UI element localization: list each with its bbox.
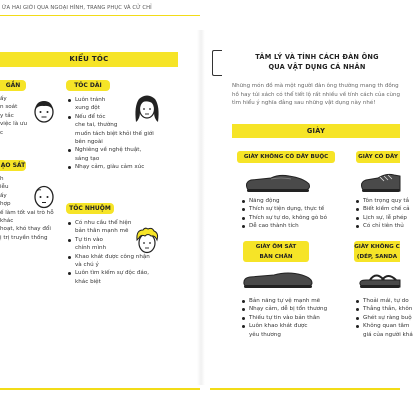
bullet-icon xyxy=(242,200,245,203)
list-item xyxy=(242,197,342,205)
tight-list xyxy=(242,297,352,339)
list-item-text: Luôn tìm kiếm sự độc đáo, xyxy=(75,270,149,277)
footer-rule-left xyxy=(0,388,200,390)
header-rule xyxy=(0,15,200,16)
loafer-shoe-icon xyxy=(243,170,313,194)
bullet-icon xyxy=(68,99,71,102)
list-item-text: Nếu để tóc xyxy=(75,113,106,120)
list-item xyxy=(356,305,413,313)
list-item-text: bản thân mạnh mẽ xyxy=(75,228,129,235)
laced-shoe-icon xyxy=(358,170,400,194)
sandal-list xyxy=(356,297,413,339)
dyed-hair-tag: TÓC NHUỘM xyxy=(66,203,114,214)
list-item-text: Thẳng thắn, khôn xyxy=(363,306,413,313)
list-item-text: Có nhu cầu thể hiện xyxy=(75,220,132,226)
bullet-icon xyxy=(356,308,359,311)
tight-shoes-tag xyxy=(243,241,309,262)
bullet-icon xyxy=(356,317,359,320)
bullet-icon xyxy=(242,225,245,228)
list-item-text: yêu thương xyxy=(249,331,281,338)
title-bracket xyxy=(212,50,222,76)
list-item xyxy=(68,138,166,146)
list-item-text: bên ngoài xyxy=(75,139,103,146)
list-item xyxy=(356,197,410,205)
bullet-icon xyxy=(356,200,359,203)
shoes-section-bar: GIÀY xyxy=(232,124,400,138)
bullet-icon xyxy=(356,325,359,328)
list-item xyxy=(356,314,412,322)
bullet-icon xyxy=(68,272,71,275)
tight-shoe-icon xyxy=(240,268,316,290)
bullet-icon xyxy=(68,166,71,169)
list-item-text: Thiếu tự tin vào bản thân xyxy=(249,314,320,321)
long-hair-tag: TÓC DÀI xyxy=(66,80,110,91)
bullet-icon xyxy=(68,116,71,119)
list-item-text: Thoải mái, tự do xyxy=(363,298,409,304)
list-item xyxy=(68,146,166,154)
bullet-icon xyxy=(68,239,71,242)
list-item-text: và chú ý xyxy=(75,262,99,269)
list-item xyxy=(242,314,352,322)
list-item xyxy=(242,331,352,339)
tight-shoes-tag-line1: GIÀY ÔM SÁT xyxy=(255,244,297,250)
list-item xyxy=(242,214,342,222)
list-item xyxy=(242,222,342,230)
hairstyle-title: KIỂU TÓC xyxy=(0,52,178,67)
list-item: ế làm tốt vai trò hỗ xyxy=(0,209,54,216)
list-item xyxy=(356,331,413,339)
laced-list xyxy=(356,197,410,231)
short-hair-face-icon xyxy=(32,98,56,124)
list-item xyxy=(68,261,166,269)
running-header: ỮA HAI GIỚI QUA NGOẠI HÌNH, TRANG PHỤC VÀ CỬ CHỈ xyxy=(2,5,152,11)
sandal-tag-line1: GIÀY KHÔNG C xyxy=(354,244,400,250)
page-gutter xyxy=(197,30,205,385)
bullet-icon xyxy=(356,217,359,220)
list-item-text: khác biệt xyxy=(75,278,101,285)
bullet-icon xyxy=(356,225,359,228)
list-item: hợp xyxy=(0,201,11,208)
footer-rule-right xyxy=(210,388,400,390)
list-item-text: Tôn trọng quy tắ xyxy=(363,198,410,204)
bald-face-icon xyxy=(32,183,56,209)
list-item: khác xyxy=(0,218,14,225)
page-header xyxy=(0,0,400,26)
bullet-icon xyxy=(68,222,71,225)
list-item-text: Năng động xyxy=(249,198,280,204)
list-item xyxy=(356,297,409,305)
bullet-icon xyxy=(68,149,71,152)
list-item: c xyxy=(0,129,4,136)
sandal-tag-line2: (DÉP, SANDA xyxy=(356,254,398,260)
long-hair-face-icon xyxy=(133,92,161,126)
bullet-icon xyxy=(242,300,245,303)
list-item-text: Nhạy cảm, dễ bị tổn thương xyxy=(249,306,328,313)
bald-tag: ẠO SÁT xyxy=(0,162,26,169)
intro-paragraph: Những món đồ mà một người đàn ông thường mang th đồng hồ hay túi xách có thể tiết lộ rất nhiều về tính cách của cùng tìm hiểu ý nghĩa đằng sau những vật dụng này nhé! xyxy=(232,83,400,107)
list-item xyxy=(242,322,352,330)
list-item xyxy=(68,130,166,138)
list-item-text: Thích sự tự do, không gò bó xyxy=(249,214,328,221)
list-item: ị trị truyền thống xyxy=(0,234,48,241)
list-item xyxy=(242,297,352,305)
list-item xyxy=(242,305,352,313)
right-title-line1: TÂM LÝ VÀ TÍNH CÁCH ĐÀN ÔNG xyxy=(255,53,379,61)
list-item-text: Luôn khao khát được xyxy=(249,323,308,330)
short-hair-tag: GẮN xyxy=(0,80,26,91)
list-item-text: Luôn tránh xyxy=(75,97,106,103)
list-item xyxy=(356,214,407,222)
list-item-text: Dễ cao thành tích xyxy=(249,223,299,230)
bullet-icon xyxy=(68,256,71,259)
list-item xyxy=(68,269,166,277)
list-item-text: Lịch sự, lễ phép xyxy=(363,214,407,221)
list-item-text: muốn tách biệt khỏi thế giới xyxy=(75,130,154,137)
list-item-text: Nhạy cảm, giàu cảm xúc xyxy=(75,164,145,171)
bullet-icon xyxy=(242,208,245,211)
list-item-text: che tai, thường xyxy=(75,122,118,129)
list-item: hoạt, khó thay đổi xyxy=(0,226,51,233)
list-item-text: Khao khát được công nhận xyxy=(75,253,150,260)
list-item-text: chính mình xyxy=(75,245,107,252)
bullet-icon xyxy=(356,300,359,303)
laceless-list xyxy=(242,197,342,231)
list-item: ấy xyxy=(0,192,7,199)
list-item xyxy=(242,205,342,213)
list-item-text: Ghét sự ràng buộ xyxy=(363,314,412,321)
sandal-tag xyxy=(354,241,400,262)
list-item: iễu xyxy=(0,184,9,191)
list-item-text: Bản năng tự vệ mạnh mẽ xyxy=(249,298,321,304)
list-item xyxy=(68,163,166,171)
list-item xyxy=(356,322,410,330)
list-item-text: Có chỉ tiên thủ xyxy=(363,223,404,230)
right-title-line2: QUA VẬT DỤNG CÁ NHÂN xyxy=(268,63,366,71)
sandal-icon xyxy=(356,268,400,290)
list-item: h xyxy=(0,176,4,182)
list-item-text: Thích sự tiện dụng, thực tế xyxy=(249,206,325,213)
list-item-text: Không quan tâm xyxy=(363,323,410,330)
list-item-text: Tự tin vào xyxy=(75,236,103,243)
list-item-text: xung đột xyxy=(75,105,100,112)
bullet-icon xyxy=(242,317,245,320)
bullet-icon xyxy=(356,208,359,211)
list-item: y tắc xyxy=(0,112,14,119)
bullet-icon xyxy=(242,325,245,328)
list-item-text: Nghiêng về nghệ thuật, xyxy=(75,147,142,154)
list-item: ấy xyxy=(0,96,7,102)
list-item xyxy=(68,155,166,163)
laced-shoes-tag: GIÀY CÓ DÂY xyxy=(356,151,400,163)
bullet-icon xyxy=(242,308,245,311)
list-item-text: giá của người khá xyxy=(363,331,413,338)
list-item xyxy=(356,222,404,230)
list-item: n soát xyxy=(0,104,18,111)
tight-shoes-tag-line2: BÀN CHÂN xyxy=(259,254,293,260)
right-page-title xyxy=(232,52,402,72)
bullet-icon xyxy=(242,217,245,220)
list-item: việc là ưu xyxy=(0,121,28,128)
list-item xyxy=(68,278,166,286)
list-item-text: Biết kiềm chế cả xyxy=(363,206,410,213)
laceless-shoes-tag: GIÀY KHÔNG CÓ DÂY BUỘC xyxy=(237,151,335,163)
list-item xyxy=(356,205,410,213)
dyed-hair-face-icon xyxy=(133,226,161,256)
list-item-text: sáng tạo xyxy=(75,155,100,162)
